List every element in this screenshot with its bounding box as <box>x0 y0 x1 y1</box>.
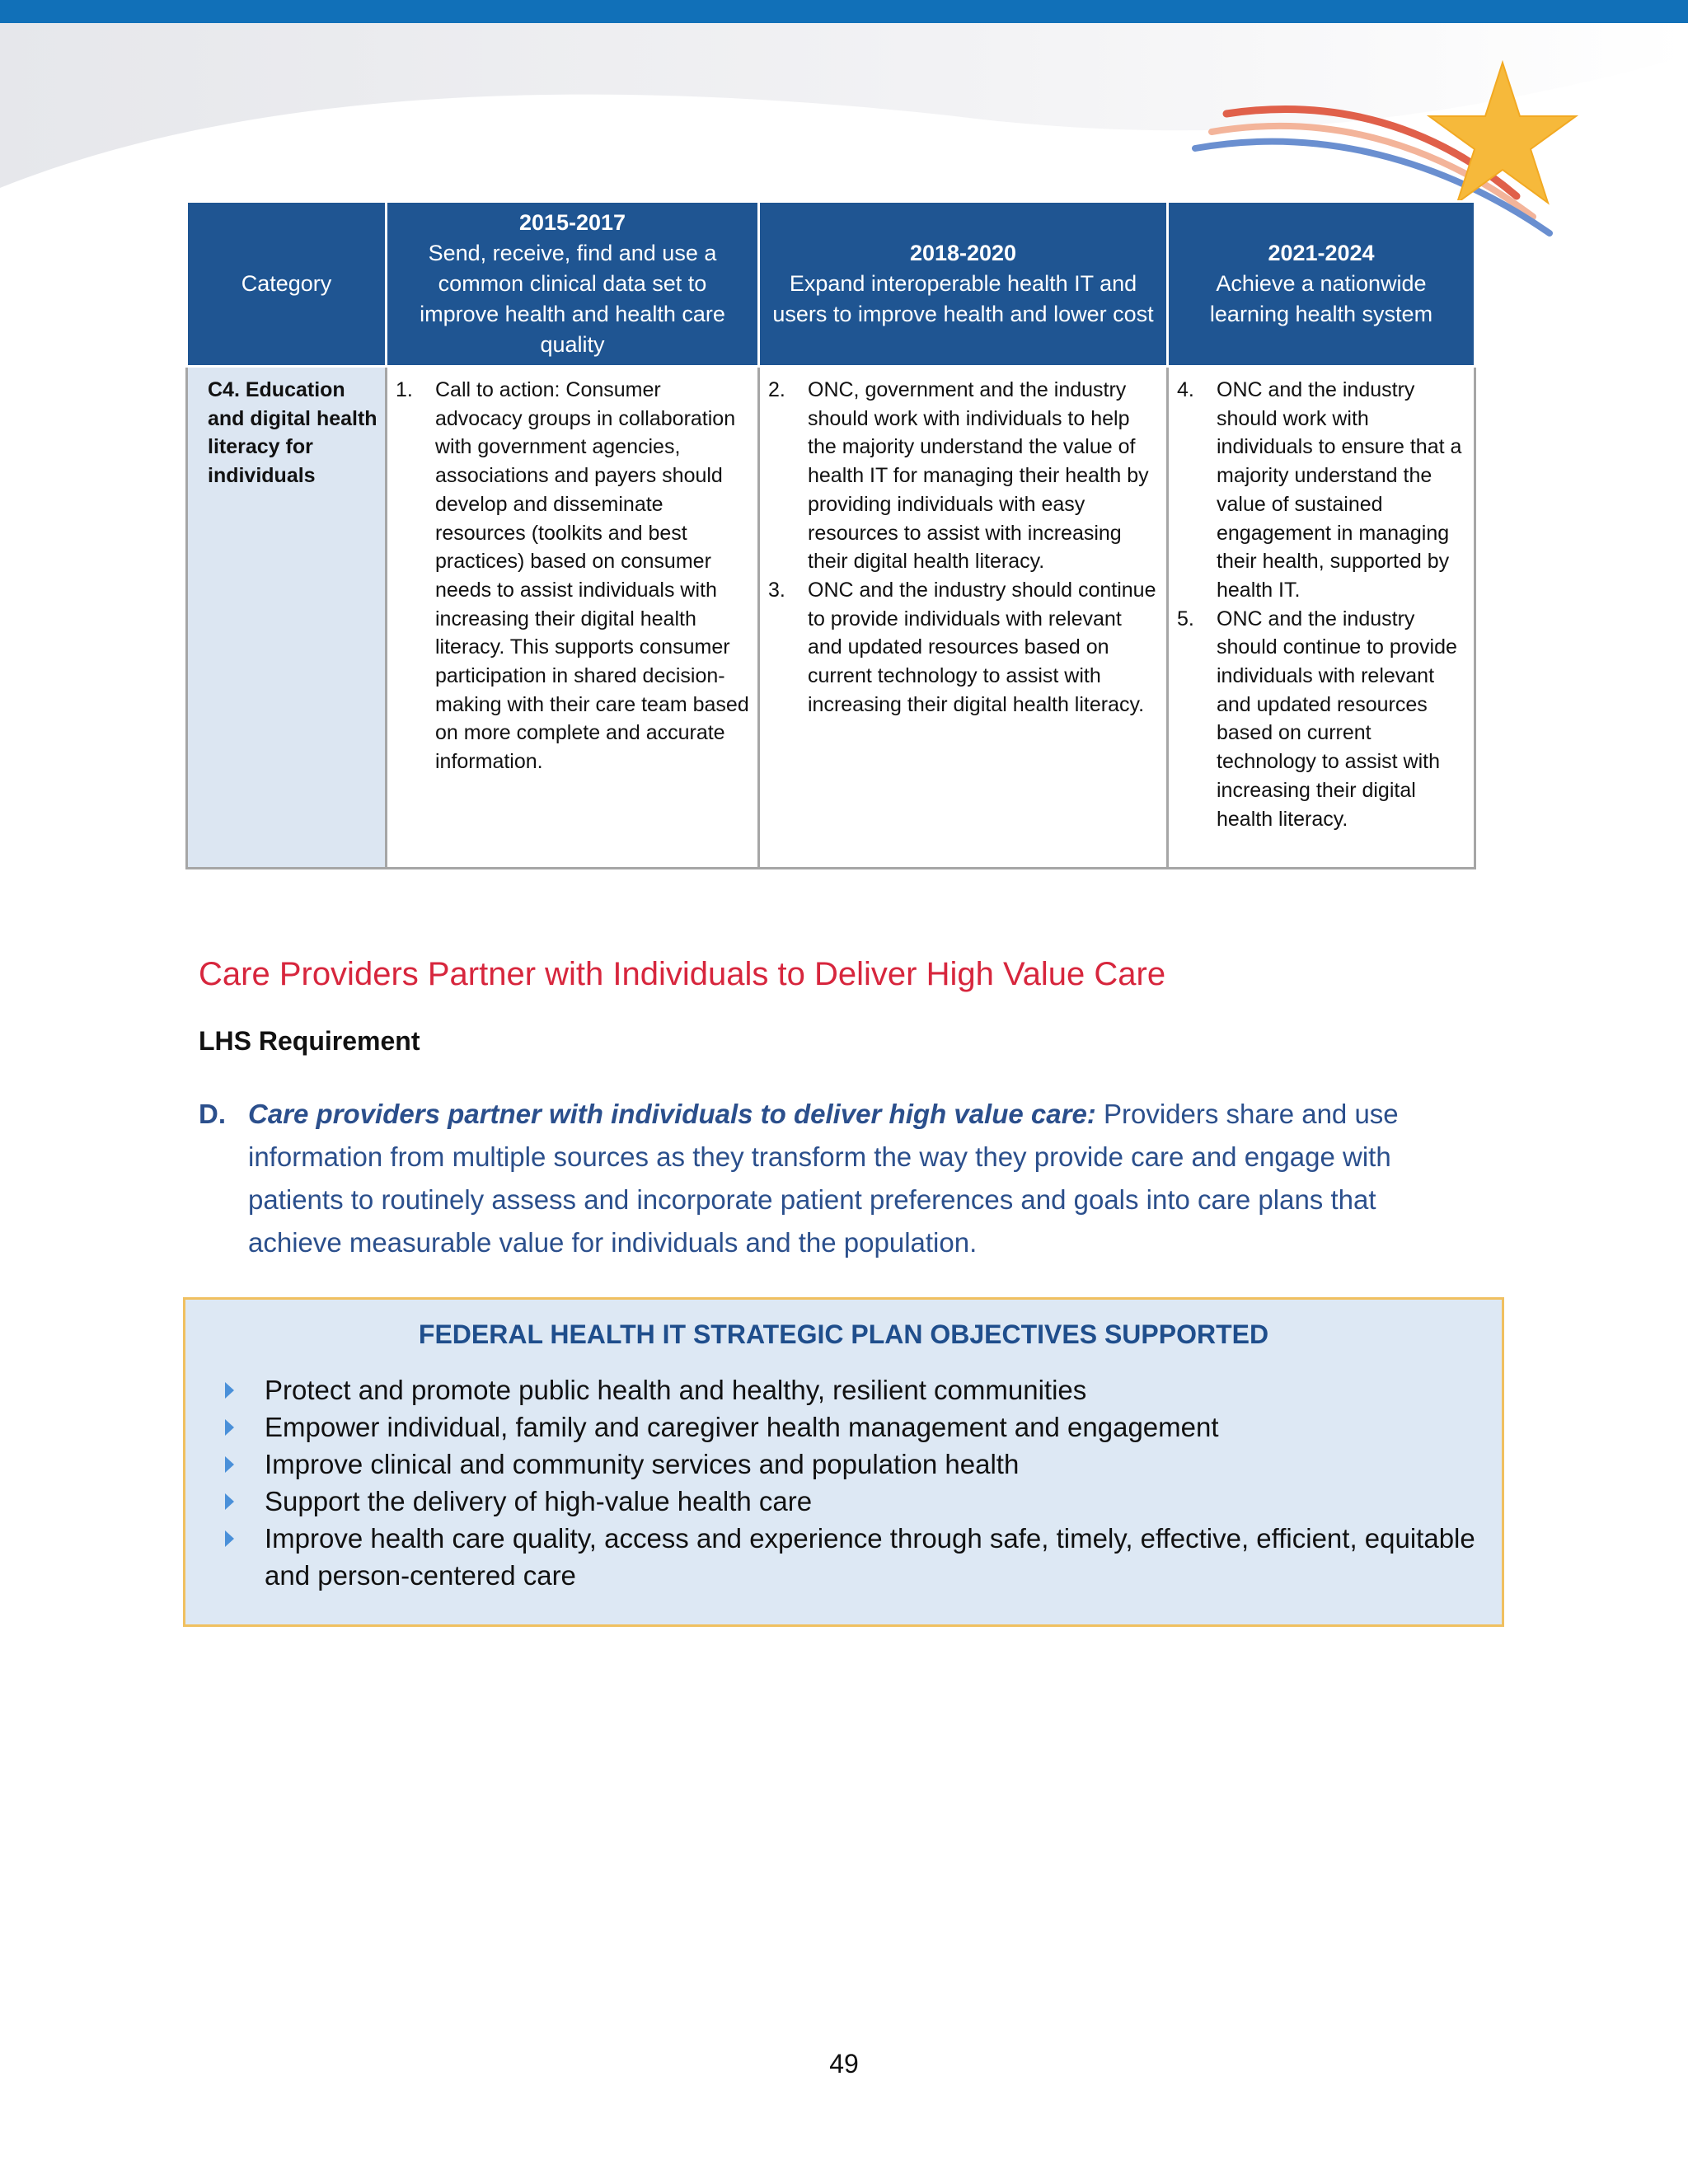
action-text: ONC and the industry should continue to provide individuals with relevant and updated resources based on current technology to assist with increasing their digital health literacy. <box>808 578 1156 716</box>
header-2018-2020 <box>759 202 1168 367</box>
triangle-bullet-icon <box>225 1382 234 1399</box>
list-item <box>222 1408 1502 1446</box>
action-text: ONC, government and the industry should work with individuals to help the majority understand the value of health IT for managing their health by providing individuals with easy resources to assist with increasing their digital health literacy. <box>808 378 1149 574</box>
triangle-bullet-icon <box>225 1419 234 1436</box>
action-number: 5. <box>1177 607 1194 630</box>
triangle-bullet-icon <box>225 1456 234 1473</box>
list-item <box>222 1483 1502 1520</box>
lhs-requirement-label: LHS Requirement <box>199 1026 420 1056</box>
header-description: Expand interoperable health IT and users to improve health and lower cost <box>772 271 1154 326</box>
page-number: 49 <box>829 2049 859 2079</box>
action-item <box>396 376 749 776</box>
category-label: C4. Education and digital health literacy for individuals <box>208 378 377 488</box>
action-number: 2. <box>768 378 785 401</box>
header-years: 2015-2017 <box>518 210 626 235</box>
cell-2021-2024 <box>1168 367 1475 869</box>
top-banner-bar <box>0 0 1688 23</box>
list-item <box>222 1371 1502 1408</box>
objective-text: Support the delivery of high-value health care <box>265 1486 813 1516</box>
action-number: 1. <box>396 378 413 401</box>
roadmap-table <box>185 200 1476 869</box>
table-header-row <box>187 202 1475 367</box>
requirement-lead: Care providers partner with individuals to deliver high value care: <box>248 1099 1096 1129</box>
requirement-letter: D. <box>199 1099 226 1129</box>
action-number: 3. <box>768 578 785 602</box>
triangle-bullet-icon <box>225 1530 234 1547</box>
requirement-text: Providers share and use information from multiple sources as they transform the way they provide care and engage with patients to routinely assess and incorporate patient preferences and goals into care plans that achieve measurable value for individuals and the population. <box>248 1099 1399 1258</box>
action-item <box>1177 376 1465 605</box>
objective-text: Improve clinical and community services and population health <box>265 1449 1020 1479</box>
header-description: Send, receive, find and use a common clinical data set to improve health and health care quality <box>420 241 725 357</box>
list-item <box>222 1446 1502 1483</box>
objective-text: Empower individual, family and caregiver health management and engagement <box>265 1412 1219 1442</box>
section-heading: Care Providers Partner with Individuals to Deliver High Value Care <box>199 956 1166 992</box>
header-category <box>187 202 387 367</box>
header-years: 2018-2020 <box>909 241 1017 265</box>
grey-swoosh-shape <box>0 23 1688 188</box>
header-description: Achieve a nationwide learning health system <box>1209 271 1433 326</box>
lhs-requirement-paragraph <box>199 1093 1460 1264</box>
objective-text: Protect and promote public health and healthy, resilient communities <box>265 1375 1087 1405</box>
header-years: 2021-2024 <box>1268 241 1375 265</box>
header-category-label: Category <box>241 271 332 296</box>
action-number: 4. <box>1177 378 1194 401</box>
objective-text: Improve health care quality, access and experience through safe, timely, effective, efficient, equitable and person-centered care <box>265 1523 1475 1591</box>
header-2015-2017 <box>387 202 759 367</box>
objectives-title: FEDERAL HEALTH IT STRATEGIC PLAN OBJECTIVES SUPPORTED <box>418 1319 1269 1349</box>
table-row <box>187 367 1475 869</box>
action-item <box>1177 605 1465 834</box>
action-text: ONC and the industry should work with individuals to ensure that a majority understand the value of sustained engagement in managing their health, supported by health IT. <box>1217 378 1462 602</box>
action-text: Call to action: Consumer advocacy groups in collaboration with government agencies, associations and payers should develop and disseminate resources (toolkits and best practices) based on consumer needs to assist individuals with increasing their digital health literacy. This supports consumer participation in shared decision-making with their care team based on more complete and accurate information. <box>435 378 749 774</box>
cell-2015-2017 <box>387 367 759 869</box>
objectives-list <box>185 1371 1502 1594</box>
header-2021-2024 <box>1168 202 1475 367</box>
action-item <box>768 376 1158 576</box>
action-item <box>768 576 1158 719</box>
cell-2018-2020 <box>759 367 1168 869</box>
action-text: ONC and the industry should continue to provide individuals with relevant and updated resources based on current technology to assist with increasing their digital health literacy. <box>1217 607 1457 831</box>
requirement-body <box>248 1093 1460 1264</box>
list-item <box>222 1520 1502 1594</box>
objectives-box <box>183 1297 1504 1627</box>
category-cell <box>187 367 387 869</box>
triangle-bullet-icon <box>225 1493 234 1510</box>
